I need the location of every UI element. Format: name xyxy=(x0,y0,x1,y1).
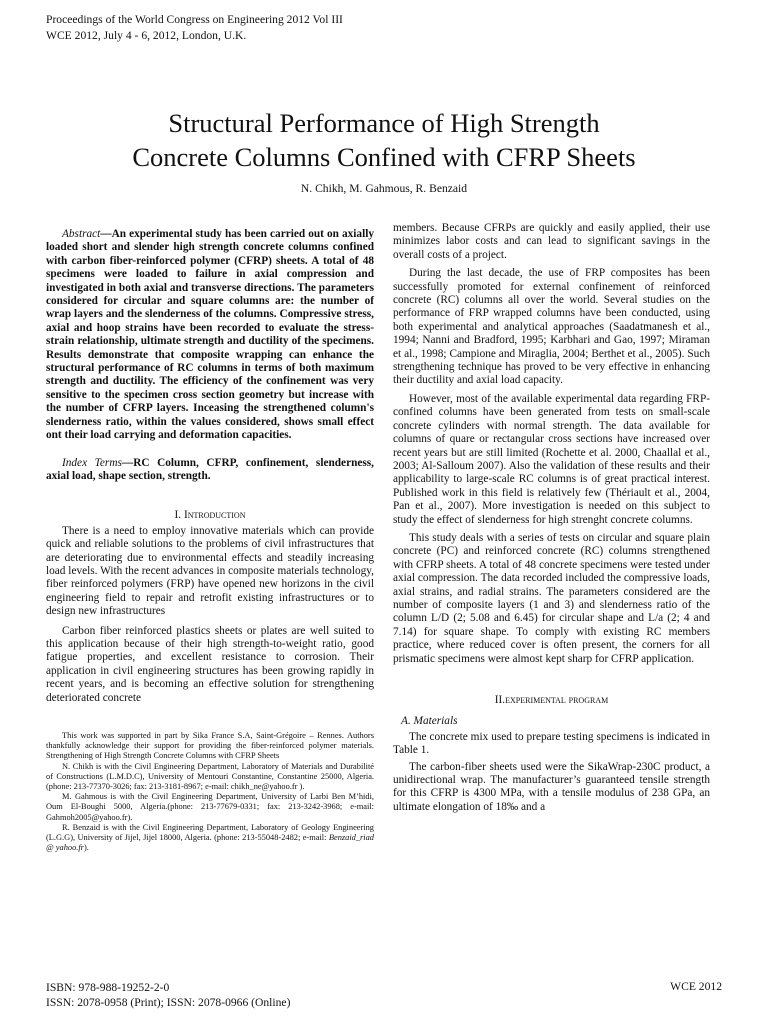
right-paragraph-4: This study deals with a series of tests on circular and square plain concrete (PC) and reinforced concrete (RC) columns strengthened with CFRP sheets. A total of 48 concrete specimens were tested under axial compression. The data recorded included the compressive loads, axial strains, and radial strains. The parameters considered are the number of composite layers (1 and 3) and slenderness ratio of the column L/D (2; 5.08 and 6.45) for circular shape and L/a (2; 4 and 7.14) for square shape. To comply with existing RC members practice, where reduced cover is often present, the corners for all prismatic specimens were almost kept sharp for CFRP application. xyxy=(393,531,710,665)
running-header xyxy=(46,12,343,44)
section-1-heading xyxy=(46,509,374,522)
footer-identifiers xyxy=(46,980,290,1010)
footnote-benzaid-text: R. Benzaid is with the Civil Engineering Department, Laboratory of Geology Engineering (L.G.G), University of Jijel, Jijel 18000, Algeria. (phone: 213-55048-2482; e-mail: xyxy=(46,822,374,843)
index-terms-text: RC Column, CFRP, confinement, slenderness, axial load, shape section, strength. xyxy=(46,456,374,482)
footer-issn: ISSN: 2078-0958 (Print); ISSN: 2078-0966 (Online) xyxy=(46,996,291,1009)
title-line-1: Structural Performance of High Strength xyxy=(168,108,600,138)
header-proceedings: Proceedings of the World Congress on Engineering 2012 Vol III xyxy=(46,13,343,26)
footnotes xyxy=(46,731,374,853)
materials-paragraph-1: The concrete mix used to prepare testing specimens is indicated in Table 1. xyxy=(393,730,710,757)
footnote-chikh: N. Chikh is with the Civil Engineering Department, Laboratory of Materials and Durabilité of Constructions (L.M.D.C), University of Mentouri Constantine, Constantine 25000, Algeria.(phone: 213-77370-3026; fax: 213-3181-8967; e-mail: chikh_ne@yahoo.fr ). xyxy=(46,761,374,792)
abstract: Abstract—An experimental study has been carried out on axially loaded short and slender high strength concrete columns confined with carbon fiber-reinforced polymer (CFRP) sheets. A total of 48 specimens were loaded to failure in axial compression and investigated in both axial and transverse directions. The parameters considered for circular and square columns are: the number of wrap layers and the slenderness of the columns. Compressive stress, axial and hoop strains have been recorded to evaluate the stress-strain relationship, ultimate strength and ductility of the specimens. Results demonstrate that composite wrapping can enhance the structural performance of RC columns in terms of both maximum strength and ductility. The efficiency of the confinement was very sensitive to the specimen cross section geometry but increase with the number of CFRP layers. Inceasing the strengthened column's slenderness ratio, within the values considered, shows small effect ont their load carrying and deformation capacities. xyxy=(46,228,374,442)
section-2-heading: II.experimental program xyxy=(494,694,609,706)
index-terms-label: Index Terms xyxy=(62,456,122,469)
benzaid-email: Benzaid_riad @ yahoo.fr xyxy=(46,833,374,853)
footnote-benzaid xyxy=(46,823,374,854)
header-conference: WCE 2012, July 4 - 6, 2012, London, U.K. xyxy=(46,29,247,42)
section-1-number: I. xyxy=(174,509,182,522)
left-column xyxy=(46,228,374,853)
title-line-2: Concrete Columns Confined with CFRP Sheets xyxy=(132,142,636,172)
footnote-support: This work was supported in part by Sika France S.A, Saint-Grégoire – Rennes. Authors thankfully acknowledge their support for providing the fiber-reinforced polymer materials. Strengthening of High Strength Concrete Columns with CFRP Sheets xyxy=(46,731,374,761)
section-1-title: Introduction xyxy=(183,509,246,522)
right-column xyxy=(393,222,710,814)
intro-paragraph-1: There is a need to employ innovative materials which can provide quick and reliable solutions to the problems of civil infrastructures that are deteriorating due to environmental effects and steadily increasing load levels. With the recent advances in composite materials technology, fiber reinforced polymers (FRP) have opened new horizons in the civil engineering field to repair and retrofit existing infrastructures or to design new infrastructures xyxy=(46,524,374,618)
intro-paragraph-2: Carbon fiber reinforced plastics sheets or plates are well suited to this application because of their high strength-to-weight ratio, good fatigue properties, and excellent resistance to corrosion. Their application in civil engineering structures has been growing rapidly in recent years, and is becoming an effective solution for strengthening deteriorated concrete xyxy=(46,624,374,704)
footer-isbn: ISBN: 978-988-19252-2-0 xyxy=(46,981,170,994)
subsection-materials: A. Materials xyxy=(401,715,458,728)
authors: N. Chikh, M. Gahmous, R. Benzaid xyxy=(300,182,468,195)
right-paragraph-2: During the last decade, the use of FRP composites has been successfully promoted for external confinement of reinforced concrete (RC) columns all over the world. Several studies on the performance of FRP wrapped columns have been conducted, using both experimental and analytical approaches (Saadatmanesh et al., 1994; Nanni and Bradford, 1995; Karbhari and Gao, 1997; Miraman et al., 1998; Campione and Miraglia, 2004; Berthet et al., 2005). Such strengthening technique has proved to be very effective in enhancing their ductility and axial load capacity. xyxy=(393,267,710,387)
paper-title xyxy=(0,106,768,174)
abstract-text: An experimental study has been carried out on axially loaded short and slender high strength concrete columns confined with carbon fiber-reinforced polymer (CFRP) sheets. A total of 48 specimens were loaded to failure in axial compression and investigated in both axial and transverse directions. The parameters considered for circular and square columns are: the number of wrap layers and the slenderness of the columns. Compressive stress, axial and hoop strains have been recorded to evaluate the stress-strain relationship, ultimate strength and ductility of the specimens. Results demonstrate that composite wrapping can enhance the structural performance of RC columns in terms of both maximum strength and ductility. The efficiency of the confinement was very sensitive to the specimen cross section geometry but increase with the number of CFRP layers. Inceasing the strengthened column's slenderness ratio, within the values considered, shows small effect ont their load carrying and deformation capacities. xyxy=(46,228,374,442)
abstract-label: Abstract xyxy=(62,228,101,240)
index-terms: Index Terms—RC Column, CFRP, confinement, slenderness, axial load, shape section, strength. xyxy=(46,456,374,482)
footer-conference: WCE 2012 xyxy=(670,980,722,993)
footnote-gahmous: M. Gahmous is with the Civil Engineering Department, University of Larbi Ben M’hidi, Oum El-Boughi 5000, Algeria.(phone: 213-77679-0331; fax: 213-3242-3968; e-mail: Gahmoh2005@yahoo.fr). xyxy=(46,792,374,822)
right-paragraph-1: members. Because CFRPs are quickly and easily applied, their use minimizes labor costs and can lead to significant savings in the overall costs of a project. xyxy=(393,222,710,261)
footnote-benzaid-end: ). xyxy=(83,843,89,853)
right-paragraph-3: However, most of the available experimental data regarding FRP-confined columns have been generated from tests on small-scale concrete cylinders with normal strength. The data available for columns of quare or rectangular cross sections have increased over recent years but are still limited (Rochette et al. 2000, Chaallal et al., 2003; Al-Salloum 2007). Also the validation of these results and their applicability to large-scale RC columns is of great practical interest. Published work in this field is relatively few (Thériault et al., 2004, Pan et al., 2007). More investigation is needed on this subject to study the effect of slenderness for high strenght concrete columns. xyxy=(393,392,710,526)
materials-paragraph-2: The carbon-fiber sheets used were the SikaWrap-230C product, a unidirectional wrap. The manufacturer’s guaranteed tensile strength for this CFRP is 4300 MPa, with a tensile modulus of 238 GPa, an ultimate elongation of 18‰ and a xyxy=(393,760,710,813)
